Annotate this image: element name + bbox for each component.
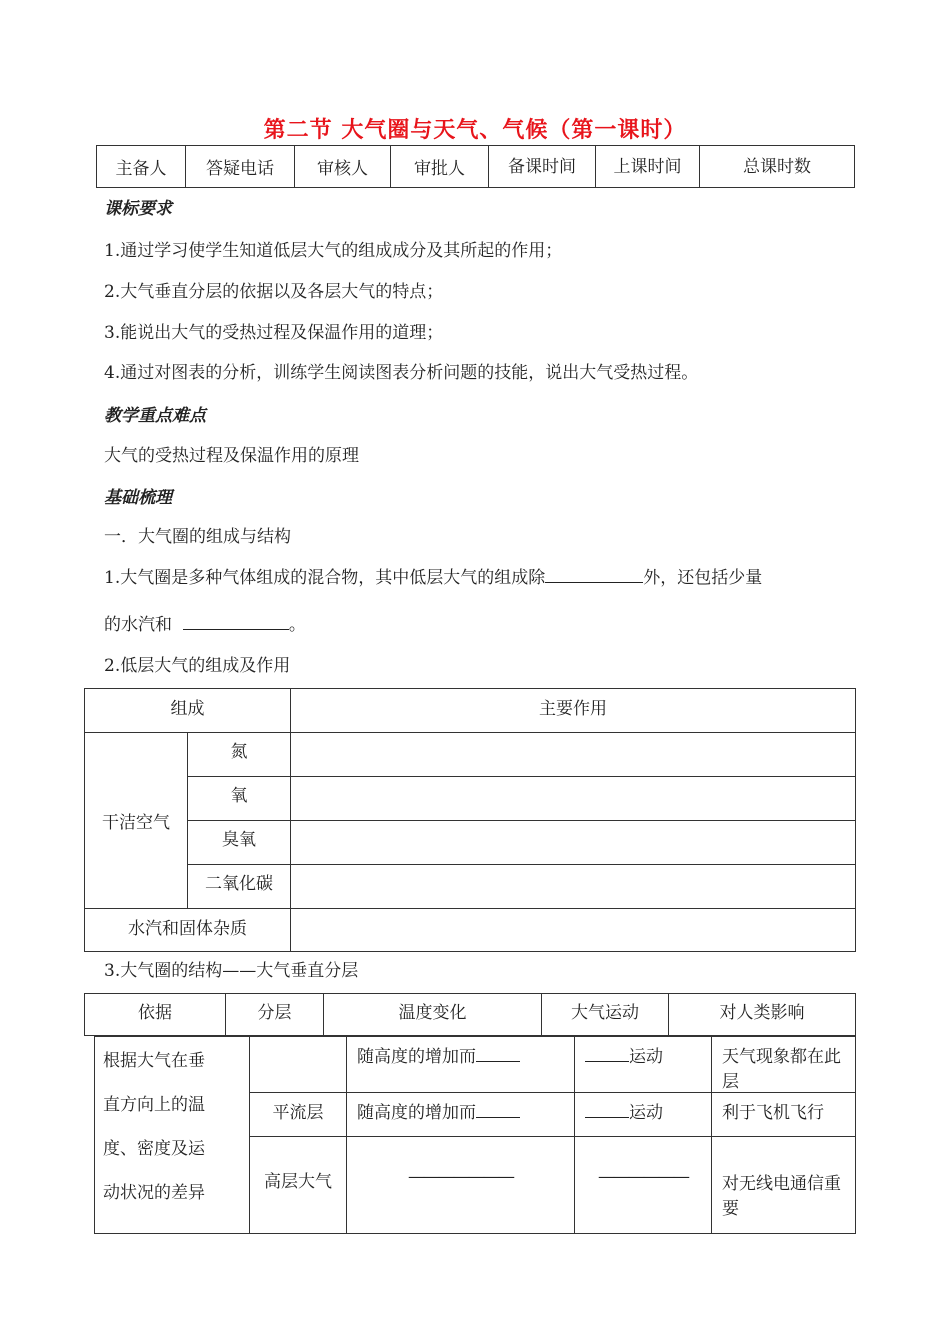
motion-text: 运动 xyxy=(629,1103,663,1123)
temp-text: 随高度的增加而 xyxy=(357,1103,476,1123)
column-header: 主要作用 xyxy=(291,689,856,733)
answer-blank[interactable] xyxy=(585,1103,629,1118)
header-cell: 审批人 xyxy=(391,146,489,188)
question-2: 2.低层大气的组成及作用 xyxy=(104,656,291,676)
motion-cell xyxy=(575,1037,712,1093)
layer-table-header xyxy=(84,993,856,1036)
function-cell[interactable] xyxy=(291,865,856,909)
question-text: 。 xyxy=(288,615,306,635)
basis-line: 直方向上的温 xyxy=(103,1095,205,1115)
column-header: 温度变化 xyxy=(324,994,542,1036)
column-header: 大气运动 xyxy=(542,994,669,1036)
temp-cell xyxy=(347,1037,575,1093)
objective-item: 3.能说出大气的受热过程及保温作用的道理； xyxy=(104,323,444,343)
temp-cell: ——————— xyxy=(347,1137,575,1234)
column-header: 对人类影响 xyxy=(669,994,856,1036)
impact-cell: 天气现象都在此层 xyxy=(712,1037,856,1093)
header-cell: 答疑电话 xyxy=(186,146,295,188)
lesson-info-table xyxy=(96,145,855,188)
answer-blank[interactable] xyxy=(545,566,643,583)
question-3: 3.大气圈的结构——大气垂直分层 xyxy=(104,961,359,981)
layer-table xyxy=(94,1036,856,1234)
page-title: 第二节 大气圈与天气、气候（第一课时） xyxy=(263,117,687,143)
header-cell: 审核人 xyxy=(295,146,391,188)
basis-line: 根据大气在垂 xyxy=(103,1051,205,1071)
answer-blank[interactable] xyxy=(585,1047,629,1062)
objective-item: 4.通过对图表的分析，训练学生阅读图表分析问题的技能，说出大气受热过程。 xyxy=(104,363,699,383)
question-1-line-1 xyxy=(104,563,762,588)
function-cell[interactable] xyxy=(291,909,856,952)
gas-cell: 二氧化碳 xyxy=(188,865,291,909)
motion-cell: —————— xyxy=(575,1137,712,1234)
gas-cell: 氧 xyxy=(188,777,291,821)
objective-item: 1.通过学习使学生知道低层大气的组成成分及其所起的作用； xyxy=(104,241,563,261)
header-cell: 主备人 xyxy=(97,146,186,188)
motion-text: 运动 xyxy=(629,1047,663,1067)
part-heading: 一．大气圈的组成与结构 xyxy=(104,527,291,547)
answer-blank[interactable] xyxy=(476,1103,520,1118)
impact-cell: 利于飞机飞行 xyxy=(712,1093,856,1137)
section-heading: 基础梳理 xyxy=(104,488,172,508)
impact-cell: 对无线电通信重要 xyxy=(712,1137,856,1234)
temp-cell xyxy=(347,1093,575,1137)
question-1-line-2 xyxy=(104,610,306,635)
header-cell: 备课时间 xyxy=(489,146,596,188)
function-cell[interactable] xyxy=(291,777,856,821)
function-cell[interactable] xyxy=(291,733,856,777)
basis-cell xyxy=(95,1037,250,1234)
layer-cell: 平流层 xyxy=(250,1093,347,1137)
group-cell: 干洁空气 xyxy=(85,733,188,909)
section-heading: 教学重点难点 xyxy=(104,406,206,426)
question-text: 外，还包括少量 xyxy=(643,568,763,588)
layer-cell: 高层大气 xyxy=(250,1137,347,1234)
column-header: 组成 xyxy=(85,689,291,733)
layer-cell[interactable] xyxy=(250,1037,347,1093)
answer-blank[interactable] xyxy=(183,613,289,630)
key-point-text: 大气的受热过程及保温作用的原理 xyxy=(104,446,359,466)
motion-cell xyxy=(575,1093,712,1137)
section-heading: 课标要求 xyxy=(104,199,172,219)
question-text: 1.大气圈是多种气体组成的混合物，其中低层大气的组成除 xyxy=(104,568,546,588)
other-component-cell: 水汽和固体杂质 xyxy=(85,909,291,952)
function-cell[interactable] xyxy=(291,821,856,865)
question-text: 的水汽和 xyxy=(104,615,172,635)
basis-line: 度、密度及运 xyxy=(103,1139,205,1159)
objective-item: 2.大气垂直分层的依据以及各层大气的特点； xyxy=(104,282,444,302)
composition-table xyxy=(84,688,856,952)
column-header: 依据 xyxy=(85,994,226,1036)
header-cell: 上课时间 xyxy=(596,146,700,188)
answer-blank[interactable] xyxy=(476,1047,520,1062)
basis-line: 动状况的差异 xyxy=(103,1183,205,1203)
header-cell: 总课时数 xyxy=(700,146,855,188)
column-header: 分层 xyxy=(226,994,324,1036)
gas-cell: 氮 xyxy=(188,733,291,777)
gas-cell: 臭氧 xyxy=(188,821,291,865)
temp-text: 随高度的增加而 xyxy=(357,1047,476,1067)
